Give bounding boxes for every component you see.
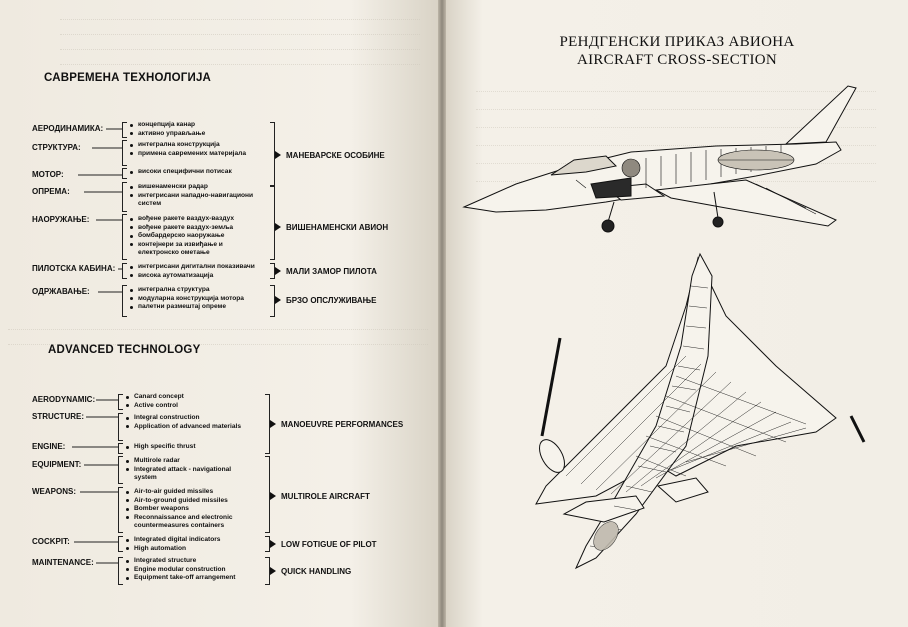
aircraft-side-cutaway-illustration [456, 80, 896, 240]
outcome-label: МАЛИ ЗАМОР ПИЛОТА [286, 267, 377, 276]
arrow-icon [270, 567, 276, 575]
list-item: Equipment take-off arrangement [124, 574, 266, 583]
list-item: Canard concept [124, 393, 264, 402]
english-section-title: ADVANCED TECHNOLOGY [48, 344, 201, 356]
group-bracket [118, 487, 123, 533]
list-item: High specific thrust [124, 443, 264, 452]
group-label: ОПРЕМА: [32, 187, 70, 196]
list-item: бомбардерско наоружање [128, 232, 260, 241]
group-bracket [118, 536, 123, 552]
list-item: интегрисани нападно-навигациони систем [128, 192, 260, 209]
group-label: EQUIPMENT: [32, 460, 82, 469]
list-item: вођене ракете ваздух-земља [128, 224, 260, 233]
list-item: Engine modular construction [124, 566, 266, 575]
serbian-section-title: САВРЕМЕНА ТЕХНОЛОГИЈА [44, 72, 212, 84]
group-items [124, 557, 266, 583]
outcome-label: QUICK HANDLING [281, 567, 352, 576]
group-label: МОТОР: [32, 170, 64, 179]
list-item: Integral construction [124, 414, 254, 423]
cross-section-title-english: AIRCRAFT CROSS-SECTION [576, 52, 778, 68]
outcome-label: БРЗО ОПСЛУЖИВАЊЕ [286, 296, 377, 305]
list-item: Integrated attack - navigational system [124, 466, 242, 483]
group-bracket [118, 413, 123, 441]
group-label: НАОРУЖАЊЕ: [32, 215, 90, 224]
list-item: Bomber weapons [124, 505, 266, 514]
connector-lines [0, 0, 438, 627]
arrow-icon [270, 492, 276, 500]
outcome-label: МАНЕВАРСКЕ ОСОБИНЕ [286, 151, 385, 160]
cross-section-title-serbian: РЕНДГЕНСКИ ПРИКАЗ АВИОНА [559, 34, 795, 50]
book-gutter [438, 0, 446, 627]
outcome-label: ВИШЕНАМЕНСКИ АВИОН [286, 223, 389, 232]
outcome-label: MULTIROLE AIRCRAFT [281, 492, 370, 501]
list-item: Air-to-air guided missiles [124, 488, 266, 497]
left-page [0, 0, 438, 627]
group-items [124, 536, 266, 553]
list-item: High automation [124, 545, 266, 554]
list-item: Multirole radar [124, 457, 242, 466]
list-item: Application of advanced materials [124, 423, 254, 432]
outcome-label: LOW FOTIGUE OF PILOT [281, 540, 377, 549]
list-item: интегрисани дигитални показивачи [128, 263, 274, 272]
list-item: палетни размештај опреме [128, 303, 274, 312]
list-item: висока аутоматизација [128, 272, 274, 281]
list-item: примена савремених материјала [128, 150, 256, 159]
list-item: интегрална конструкција [128, 141, 256, 150]
aircraft-top-cutaway-illustration [486, 246, 886, 586]
group-label: AERODYNAMIC: [32, 395, 96, 404]
list-item: вођене ракете ваздух-ваздух [128, 215, 260, 224]
group-items [124, 457, 242, 483]
group-label: ОДРЖАВАЊЕ: [32, 287, 90, 296]
group-bracket [118, 456, 123, 484]
list-item: Integrated structure [124, 557, 266, 566]
list-item: активно управљање [128, 130, 268, 139]
group-bracket [118, 443, 123, 454]
arrow-icon [270, 540, 276, 548]
group-label: АЕРОДИНАМИКА: [32, 124, 104, 133]
group-label: MAINTENANCE: [32, 558, 94, 567]
right-page [446, 0, 908, 627]
group-items [124, 488, 266, 531]
group-bracket [118, 557, 123, 585]
list-item: Reconnaissance and electronic countermeasures containers [124, 514, 266, 531]
group-label: ПИЛОТСКА КАБИНА: [32, 264, 116, 273]
list-item: Air-to-ground guided missiles [124, 497, 266, 506]
list-item: модуларна конструкција мотора [128, 295, 274, 304]
arrow-icon [270, 420, 276, 428]
group-label: WEAPONS: [32, 487, 76, 496]
list-item: интегрална структура [128, 286, 274, 295]
list-item: високи специфични потисак [128, 168, 268, 177]
list-item: концепција канар [128, 121, 268, 130]
list-item: контејнери за извиђање и електронско ометање [128, 241, 260, 258]
list-item: Active control [124, 402, 264, 411]
group-label: STRUCTURE: [32, 412, 84, 421]
group-label: COCKPIT: [32, 537, 70, 546]
group-label: ENGINE: [32, 442, 66, 451]
group-items [124, 393, 264, 410]
group-label: СТРУКТУРА: [32, 143, 81, 152]
group-items [124, 414, 254, 431]
list-item: Integrated digital indicators [124, 536, 266, 545]
outcome-label: MANOEUVRE PERFORMANCES [281, 420, 404, 429]
group-items [124, 443, 264, 452]
list-item: вишенаменски радар [128, 183, 260, 192]
group-bracket [118, 394, 123, 410]
